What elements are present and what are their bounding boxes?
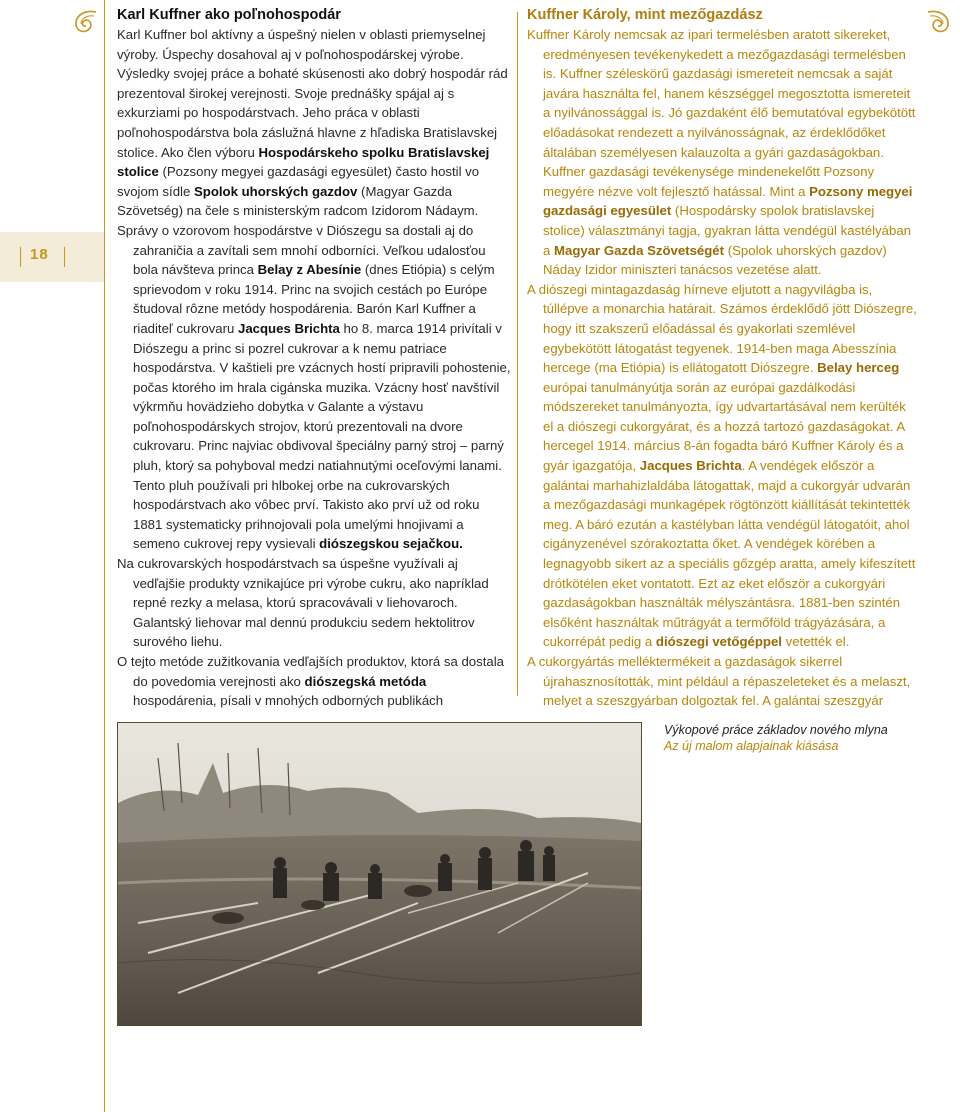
hungarian-paragraph-1 xyxy=(527,25,917,280)
page-number-bar-right xyxy=(64,247,65,267)
gutter-rule xyxy=(104,0,105,1112)
scroll-ornament-icon-left xyxy=(68,6,100,38)
scroll-ornament-icon-right xyxy=(924,6,956,38)
column-divider xyxy=(517,12,518,696)
page-number: 18 xyxy=(30,246,49,263)
slovak-paragraph-1 xyxy=(117,25,511,221)
bold-term: Magyar Gazda Szövetségét xyxy=(554,242,725,258)
text: vetették el. xyxy=(781,634,850,650)
text: (Hospodársky spolok bratislavskej stolice) választmányi tagja, gyakran látta vendégül kastélyában a xyxy=(543,203,911,258)
hungarian-heading: Kuffner Károly, mint mezőgazdász xyxy=(527,7,763,23)
caption-slovak: Výkopové práce základov nového mlyna xyxy=(664,723,888,737)
bold-term: Jacques Brichta xyxy=(238,320,340,336)
caption-hungarian: Az új malom alapjainak kiásása xyxy=(664,739,839,753)
bold-term: Pozsony megyei gazdasági egyesület xyxy=(543,183,913,219)
slovak-paragraph-3: Na cukrovarských hospodárstvach sa úspešne využívali aj vedľajšie produkty vznikajúce pri výrobe cukru, ako napríklad repné rezky a melasa, ktorú spracovávali v liehovaroch. Galantský liehovar mal dennú produkciu sedem hektolitrov surového liehu. xyxy=(117,556,489,650)
text: . A vendégek először a galántai marhahizlaldába látogattak, majd a cukorgyár udvarán a mezőgazdasági munkagépek rögtönzött kiállítását tekintették meg. A báró ezután a kastélyban látta vendégül látogatóit, ahol cigányzenével szórakoztatta őket. A vendégek körében a legnagyobb sikert az a speciális gőzgép aratta, amely kifeszített drótkötélen eket vontatott. Ezt az eket először a cukorgyári gazdaságokban használták mélyszántásra. 1881-ben szintén elsőként használtak műtrágyát a termőföld trágyázására, a cukorrépát pedig a xyxy=(543,458,916,650)
hungarian-column xyxy=(527,6,917,711)
historical-photo xyxy=(117,722,642,1026)
slovak-paragraph-4 xyxy=(117,652,511,711)
text: európai tanulmányútja során az európai gazdálkodási módszereket tanulmányozta, így udvartartásával nem kerülték el a diószegi cukorgyárat, és a hozzá tartozó gazdaságokat. A hercegel 1914. március 8-án fogadta báró Kuffner Károly és a gyár igazgatója, xyxy=(543,379,906,474)
bold-term: Belay z Abesínie xyxy=(257,262,362,278)
text: (Pozsony megyei gazdasági egyesület) často hostil vo svojom sídle xyxy=(117,164,480,199)
bold-term: diószegi vetőgéppel xyxy=(655,634,782,650)
text: Karl Kuffner bol aktívny a úspešný nielen v oblasti priemyselnej výroby. Úspechy dosahoval aj v poľnohospodárskej výrobe. Výsledky svojej práce a bohaté skúsenosti ako dobrý hospodár rád prezentoval širokej verejnosti. Svoje prednášky spájal aj s exkurziami po hospodárstvach. Jeho práca v oblasti poľnohospodárstva bola záslužná hlavne z hľadiska Bratislavskej stolice. Ako člen výboru xyxy=(117,27,508,160)
hungarian-paragraph-3: A cukorgyártás melléktermékeit a gazdaságok sikerrel újrahasznosították, mint például a répaszeleteket és a melaszt, melyet a szeszgyárban dolgoztak fel. A galántai szeszgyár xyxy=(527,654,911,709)
text: Kuffner Károly nemcsak az ipari termelésben aratott sikereket, eredményesen tevékenykedett a mezőgazdasági termelésben is. Kuffner széleskörű gazdasági ismereteit nemcsak a saját javára használta fel, hanem készséggel megosztotta ismereteit a nyilvánossággal is. Jó gazdaként élő bemutatóval egybekötött előadásokat rendezett a nyilvánosságnak, az érdeklődőket általában személyesen kalauzolta a gyári gazdaságokban. Kuffner gazdasági tevékenysége mindenekelőtt Pozsony megyére nézve volt fejlesztő hatással. Mint a xyxy=(527,27,916,199)
text: A diószegi mintagazdaság hírneve eljutott a nagyvilágba is, túllépve a monarchia határait. Számos érdeklődő jött Diószegre, hogy itt szakszerű előadással és gyakorlati szemlével egybekötött látogatást tegyenek. 1914-ben maga Abesszínia hercege (ma Etiópia) is ellátogatott Diószegre. xyxy=(527,281,917,376)
text: O tejto metóde zužitkovania vedľajších produktov, ktorá sa dostala do povedomia verejnosti ako xyxy=(117,654,504,689)
bold-term: diószegská metóda xyxy=(304,673,427,689)
bold-term: Jacques Brichta xyxy=(639,458,742,474)
bold-term: Hospodárskeho spolku Bratislavskej stolice xyxy=(117,144,490,180)
slovak-paragraph-2 xyxy=(117,221,511,554)
slovak-heading: Karl Kuffner ako poľnohospodár xyxy=(117,7,341,23)
text: (dnes Etiópia) s celým sprievodom v roku 1914. Princ na svojich cestách po Európe študoval rôzne metódy hospodárenia. Barón Karl Kuffner a riaditeľ cukrovaru xyxy=(133,262,495,336)
text: (Magyar Gazda Szövetség) na čele s ministerským radcom Izidorom Nádaym. xyxy=(117,183,479,219)
text: ho 8. marca 1914 privítali v Diószegu a princ si pozrel cukrovar a k nemu patriace hospodárstva. V kaštieli pre vzácnych hostí pripravili pohostenie, počas ktorého im hrala cigánska muzika. Vzácny hosť navštívil výkrmňu hovädzieho dobytka v Galante a výstavu poľnohospodárskych strojov, ktorú prezentovali na dvore cukrovaru. Princ najviac obdivoval špeciálny parný stroj – parný pluh, ktorý sa pohyboval medzi natiahnutými oceľovými lanami. Tento pluh používali pri hlbokej orbe na cukrovarských hospodárstvach ako vôbec prví. Takisto ako prví už od roku 1881 systematicky prihnojovali pola umelými hnojivami a semeno cukrovej repy vysievali xyxy=(133,320,511,552)
hungarian-paragraph-2 xyxy=(527,280,917,652)
bold-term: Spolok uhorských gazdov xyxy=(193,183,358,199)
text: hospodárenia, písali v mnohých odborných publikách xyxy=(133,693,444,709)
slovak-column xyxy=(117,6,511,711)
text: (Spolok uhorských gazdov) Náday Izidor miniszteri tanácsos vezetése alatt. xyxy=(543,242,887,278)
page-number-bar-left xyxy=(20,247,21,267)
bold-term: Belay herceg xyxy=(817,360,900,376)
photo-caption xyxy=(664,722,944,754)
page-number-tab xyxy=(0,232,104,282)
text: Správy o vzorovom hospodárstve v Diószegu sa dostali aj do zahraničia a zavítali sem mnohí odborníci. Veľkou udalosťou bola návšteva princa xyxy=(117,222,486,278)
bold-term: diószegskou sejačkou. xyxy=(319,536,463,552)
